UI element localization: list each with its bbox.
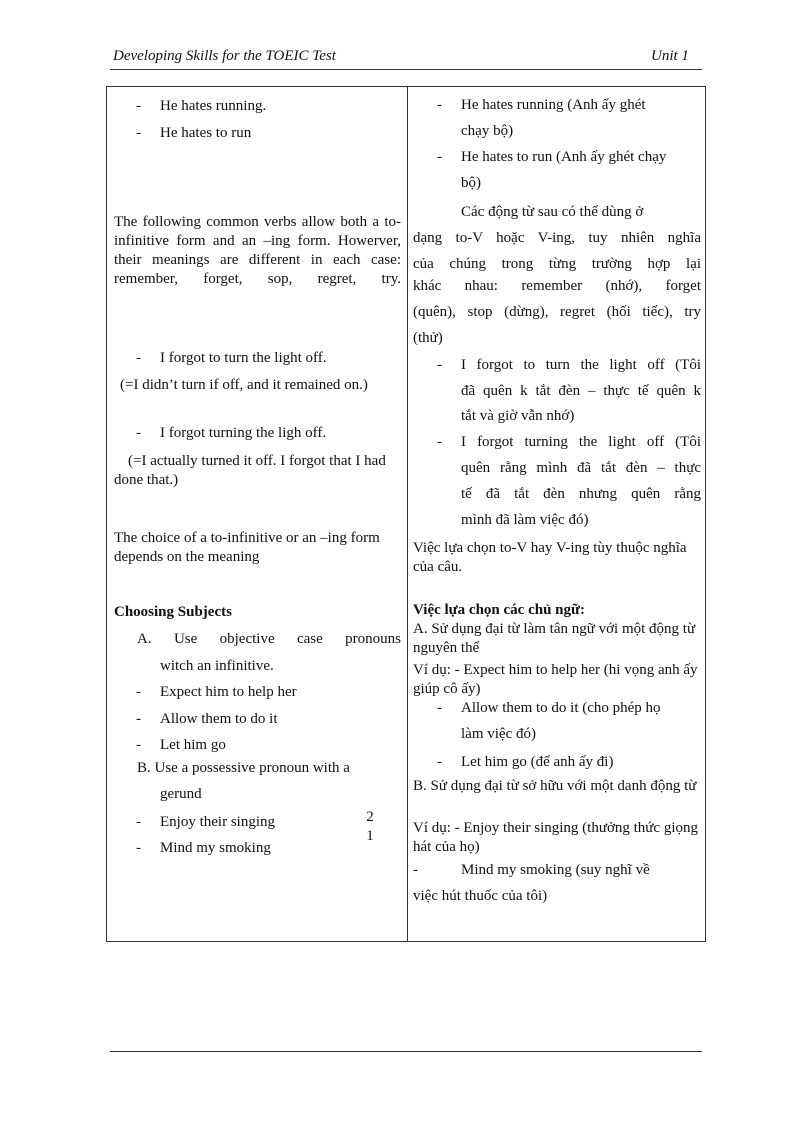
vi-choosing-title: Việc lựa chọn các chủ ngữ: [413,602,586,618]
list-bullet: - [136,737,141,753]
list-bullet: - [437,700,442,716]
vi-hates-to-run-1: He hates to run (Anh ấy ghét chạy [461,149,667,165]
list-bullet: - [437,754,442,770]
heading-choosing-subjects: Choosing Subjects [114,604,232,620]
example-let: Let him go [160,737,226,753]
vi-rule-a: A. Sử dụng đại từ làm tân ngữ với một động từ nguyên thể [413,621,696,656]
list-bullet: - [136,840,141,856]
list-bullet: - [136,711,141,727]
paragraph-common-verbs: The following common verbs allow both a to-infinitive form and an –ing form. Howerver, their meanings are different in each case: remember, forget, sop, regret, try. [114,214,401,287]
vi-verbs-line4: khác nhau: remember (nhớ), forget [413,278,701,294]
example-enjoy: Enjoy their singing [160,814,275,830]
vi-forgot-ing-2: quên rằng mình đã tắt đèn – thực [461,460,701,476]
example-hates-to-run: He hates to run [160,125,252,141]
bilingual-table [106,86,706,942]
vi-let: Let him go (để anh ấy đi) [461,754,614,770]
list-bullet: - [136,125,141,141]
example-mind: Mind my smoking [160,840,271,856]
list-bullet: - [136,350,141,366]
rule-a-line2: witch an infinitive. [160,658,274,674]
example-hates-running: He hates running. [160,98,267,114]
vi-hates-running-1: He hates running (Anh ấy ghét [461,97,646,113]
vi-forgot-to-1: I forgot to turn the light off (Tôi [461,357,701,373]
vi-allow-1: Allow them to do it (cho phép họ [461,700,661,716]
vi-forgot-to-3: tắt và giờ vẫn nhớ) [461,408,575,424]
vi-forgot-ing-4: mình đã làm việc đó) [461,512,589,528]
list-bullet: - [413,862,418,878]
vi-choice: Việc lựa chọn to-V hay V-ing tùy thuộc nghĩa của câu. [413,540,687,575]
vi-forgot-ing-3: tế đã tắt đèn nhưng quên rằng [461,486,701,502]
vi-verbs-line6: (thử) [413,330,443,346]
paragraph-choice: The choice of a to-infinitive or an –ing form depends on the meaning [114,530,380,565]
vi-verbs-line5: (quên), stop (dừng), regret (hối tiếc), try [413,304,701,320]
note-forgot-turning: (=I actually turned it off. I forgot that I had done that.) [114,453,386,488]
page-number: 2 1 [366,809,374,844]
list-bullet: - [136,425,141,441]
rule-b-line2: gerund [160,786,202,802]
footer-rule [110,1051,702,1052]
example-forgot-to-turn: I forgot to turn the light off. [160,350,327,366]
vi-verbs-line3: của chúng trong từng trường hợp lại [413,256,701,272]
list-bullet: - [136,814,141,830]
header-title: Developing Skills for the TOEIC Test [113,48,336,64]
list-bullet: - [136,98,141,114]
list-bullet: - [437,434,442,450]
vi-forgot-to-2: đã quên k tắt đèn – thực tế quên k [461,383,701,399]
list-bullet: - [437,149,442,165]
vi-forgot-ing-1: I forgot turning the light off (Tôi [461,434,701,450]
column-divider [407,87,408,941]
rule-a-line1: A. Use objective case pronouns [137,631,401,647]
list-bullet: - [437,357,442,373]
vi-hates-running-2: chạy bộ) [461,123,514,139]
vi-hates-to-run-2: bộ) [461,175,481,191]
example-expect: Expect him to help her [160,684,297,700]
header-rule [110,69,702,70]
vi-mind-1: Mind my smoking (suy nghĩ về [461,862,650,878]
header-unit: Unit 1 [651,48,689,64]
vi-verbs-line2: dạng to-V hoặc V-ing, tuy nhiên nghĩa [413,230,701,246]
vi-rule-b: B. Sử dụng đại từ sở hữu với một danh động từ [413,778,697,794]
vi-mind-2: việc hút thuốc của tôi) [413,888,548,904]
list-bullet: - [136,684,141,700]
vi-example-enjoy: Ví dụ: - Enjoy their singing (thưởng thức giọng hát của họ) [413,820,698,855]
rule-b-line1: B. Use a possessive pronoun with a [137,760,350,776]
vi-allow-2: làm việc đó) [461,726,536,742]
list-bullet: - [437,97,442,113]
vi-example-expect: Ví dụ: - Expect him to help her (hi vọng anh ấy giúp cô ấy) [413,662,698,697]
example-allow: Allow them to do it [160,711,278,727]
vi-verbs-line1: Các động từ sau có thể dùng ở [461,204,644,220]
example-forgot-turning: I forgot turning the ligh off. [160,425,327,441]
note-forgot-to-turn: (=I didn’t turn if off, and it remained on.) [120,377,368,393]
